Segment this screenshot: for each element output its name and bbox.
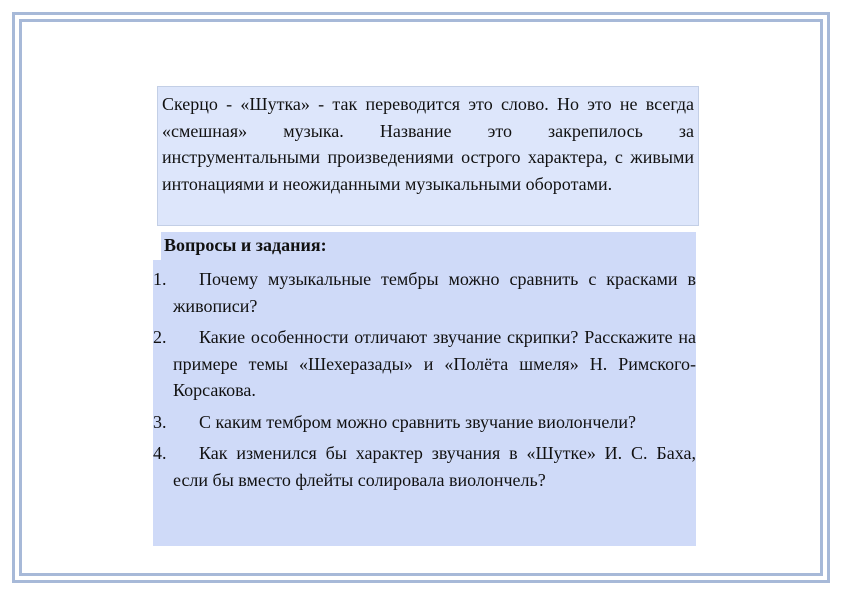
list-item-number: 2. [153, 327, 167, 347]
questions-heading: Вопросы и задания: [164, 235, 327, 255]
intro-paragraph: Скерцо - «Шутка» - так переводится это слово. Но это не всегда «смешная» музыка. Название это закрепилось за инструментальными произведениями острого характера, с живыми интонациями и неожиданными музыкальными оборотами. [162, 94, 694, 194]
list-item-number: 4. [153, 443, 167, 463]
list-item-text: Как изменился бы характер звучания в «Шутке» И. С. Баха, если бы вместо флейты солировала виолончель? [173, 443, 696, 490]
questions-box [153, 232, 696, 546]
list-item-text: Почему музыкальные тембры можно сравнить с красками в живописи? [173, 269, 696, 316]
list-item [153, 440, 696, 493]
intro-text-box [157, 86, 699, 226]
list-item-number: 1. [153, 269, 167, 289]
list-item-number: 3. [153, 411, 167, 432]
list-item-text: С каким тембром можно сравнить звучание виолончели? [199, 411, 636, 432]
heading-highlight-gap [153, 232, 161, 260]
list-item [153, 409, 696, 436]
list-item [153, 324, 696, 404]
list-item [153, 266, 696, 319]
list-item-text: Какие особенности отличают звучание скрипки? Расскажите на примере темы «Шехеразады» и «Полёта шмеля» Н. Римского-Корсакова. [173, 327, 696, 400]
questions-list [153, 266, 696, 498]
